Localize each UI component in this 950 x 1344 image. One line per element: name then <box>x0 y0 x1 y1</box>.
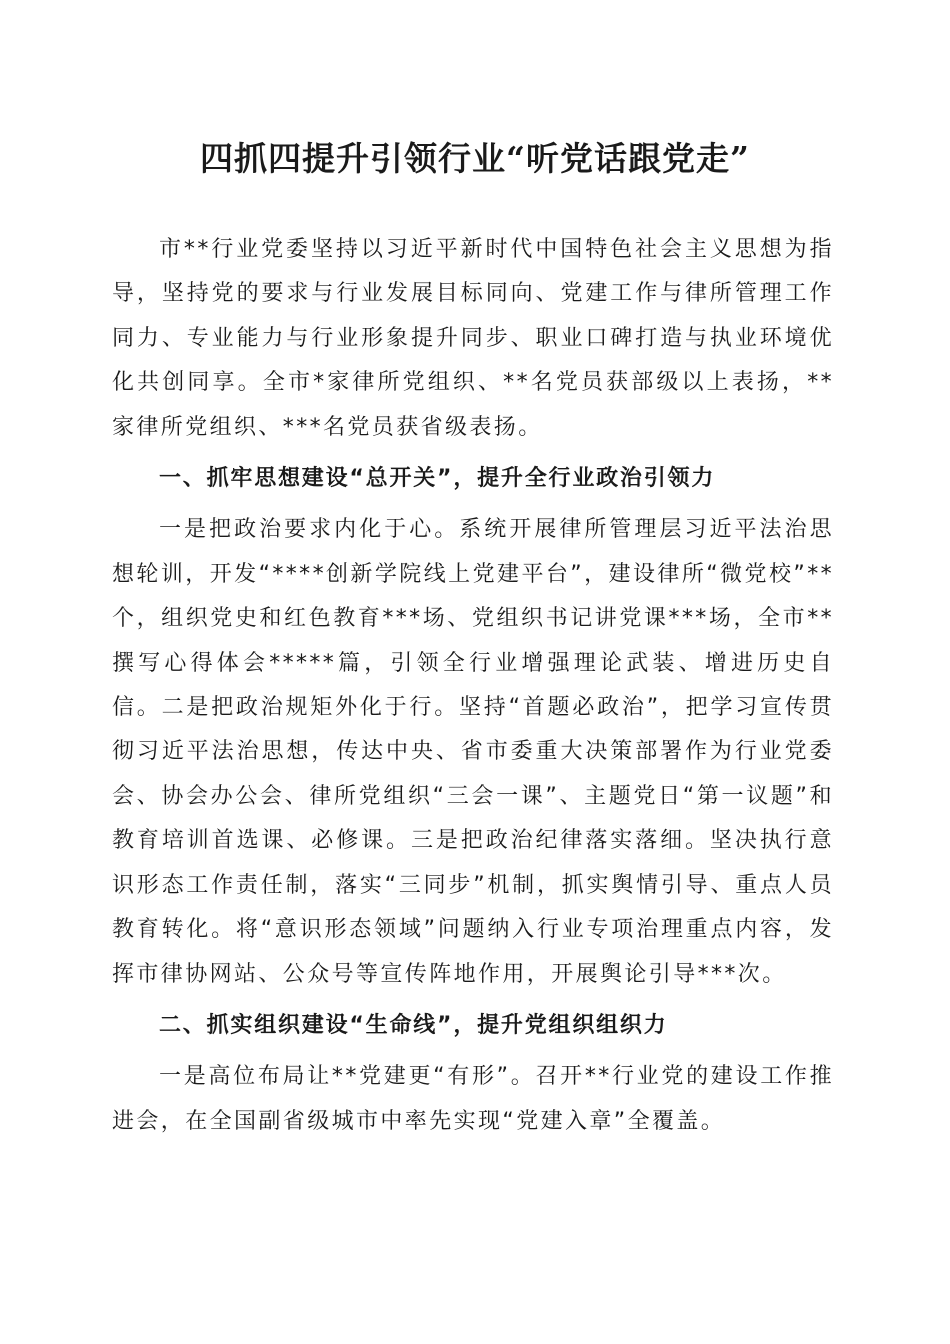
section1-paragraph: 一是把政治要求内化于心。系统开展律所管理层习近平法治思想轮训，开发“****创新学院线上党建平台”，建设律所“微党校”**个，组织党史和红色教育***场、党组织书记讲党课***场，全市**撰写心得体会*****篇，引领全行业增强理论武装、增进历史自信。二是把政治规矩外化于行。坚持“首题必政治”，把学习宣传贯彻习近平法治思想，传达中央、省市委重大决策部署作为行业党委会、协会办公会、律所党组织“三会一课”、主题党日“第一议题”和教育培训首选课、必修课。三是把政治纪律落实落细。坚决执行意识形态工作责任制，落实“三同步”机制，抓实舆情引导、重点人员教育转化。将“意识形态领域”问题纳入行业专项治理重点内容，发挥市律协网站、公众号等宣传阵地作用，开展舆论引导***次。 <box>112 517 834 987</box>
spacer <box>112 997 834 1004</box>
section2-heading: 二、抓实组织建设“生命线”，提升党组织组织力 <box>159 1012 668 1038</box>
document-body <box>112 228 834 1144</box>
spacer <box>112 1048 834 1055</box>
intro-paragraph: 市**行业党委坚持以习近平新时代中国特色社会主义思想为指导，坚持党的要求与行业发展目标同向、党建工作与律所管理工作同力、专业能力与行业形象提升同步、职业口碑打造与执业环境优化共创同享。全市*家律所党组织、**名党员获部级以上表扬，**家律所党组织、***名党员获省级表扬。 <box>112 237 834 440</box>
section1-heading: 一、抓牢思想建设“总开关”，提升全行业政治引领力 <box>159 466 716 492</box>
section2-paragraph: 一是高位布局让**党建更“有形”。召开**行业党的建设工作推进会，在全国副省级城市中率先实现“党建入章”全覆盖。 <box>112 1064 834 1134</box>
spacer <box>112 501 834 508</box>
document-title: 四抓四提升引领行业“听党话跟党走” <box>200 139 750 178</box>
spacer <box>112 450 834 457</box>
